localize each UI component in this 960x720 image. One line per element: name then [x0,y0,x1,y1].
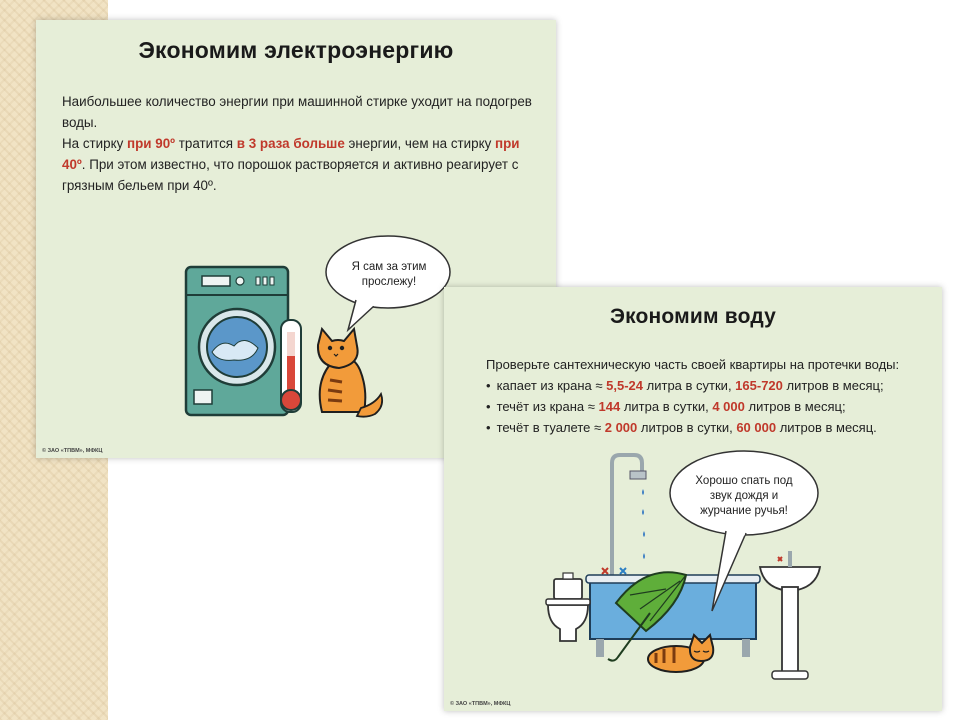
sink-icon [760,551,820,679]
text-run: литров в месяц. [776,420,877,435]
text-run: литров в месяц; [744,399,846,414]
bubble-line: звук дождя и [709,490,779,502]
highlight-value: 165-720 [735,378,783,393]
text-run: капает из крана ≈ [496,378,607,393]
speech-bubble-text [334,260,444,290]
toilet-icon [546,573,590,641]
electricity-paragraph-1: Наибольшее количество энергии при машинной стирке уходит на подогрев воды. [62,94,532,130]
copyright: © ЗАО «ТПВМ», МФКЦ [450,701,511,707]
text-run: литра в сутки, [620,399,713,414]
highlight-value: 60 000 [736,420,777,435]
text-run: течёт из крана ≈ [496,399,599,414]
slide-title-electricity: Экономим электроэнергию [138,37,454,63]
highlight-3x: в 3 раза больше [236,136,345,151]
text-run: литра в сутки, [643,378,736,393]
thermometer-icon [281,320,301,412]
highlight-40: при 40º [62,136,520,172]
washing-machine-icon [186,267,288,415]
highlight-value: 4 000 [712,399,745,414]
bubble-line: Хорошо спать под [695,475,793,487]
slide-title-water: Экономим воду [609,305,777,328]
text-run: тратится [175,136,237,151]
highlight-value: 5,5-24 [606,378,644,393]
sleeping-cat-icon [648,635,713,672]
highlight-90: при 90º [127,136,176,151]
highlight-value: 144 [598,399,621,414]
text-run: течёт в туалете ≈ [496,420,605,435]
cat-icon [318,329,382,417]
bubble-line: прослежу! [361,276,417,288]
text-run: энергии, чем на стирку [344,136,496,151]
water-intro: Проверьте сантехническую часть своей квартиры на протечки воды: [486,357,900,372]
copyright: © ЗАО «ТПВМ», МФКЦ [42,448,103,454]
highlight-value: 2 000 [604,420,638,435]
text-run: . При этом известно, что порошок растворяется и активно реагирует с грязным бельем при 40º. [62,157,519,193]
bubble-line: Я сам за этим [351,261,427,273]
slide-water [444,287,942,711]
text-run: На стирку [62,136,128,151]
speech-bubble-text [684,474,804,519]
bubble-line: журчание ручья! [700,505,788,517]
text-run: литров в сутки, [637,420,737,435]
shower-icon [602,455,646,587]
text-run: литров в месяц; [782,378,884,393]
